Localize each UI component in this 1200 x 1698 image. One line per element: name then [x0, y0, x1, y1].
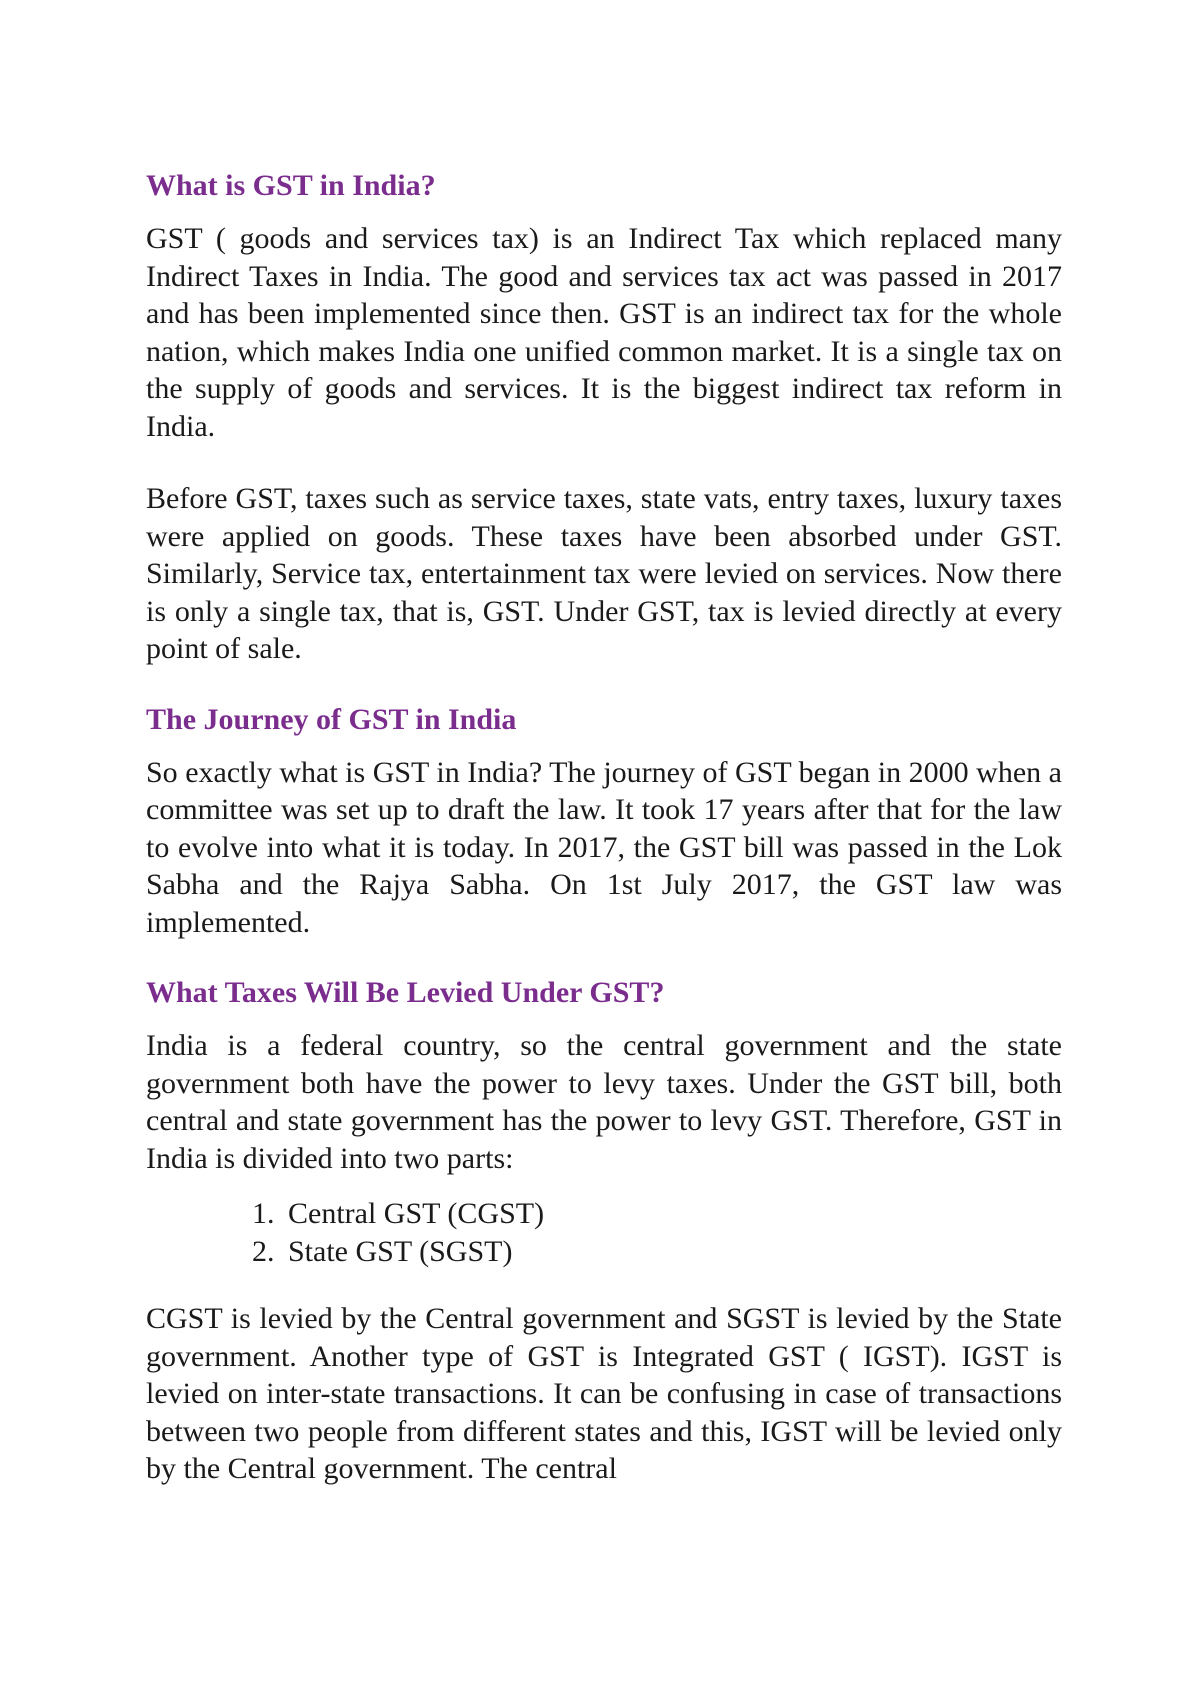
- paragraph-journey: So exactly what is GST in India? The journey of GST began in 2000 when a committee was set up to draft the law. It took 17 years after that for the law to evolve into what it is today. In 2017, the GST bill was passed in the Lok Sabha and the Rajya Sabha. On 1st July 2017, the GST law was implemented.: [146, 755, 1062, 939]
- list-item-number: 2.: [252, 1234, 275, 1268]
- paragraph-before-gst: Before GST, taxes such as service taxes, state vats, entry taxes, luxury taxes were applied on goods. These taxes have been absorbed under GST. Similarly, Service tax, entertainment tax were levied on services. Now there is only a single tax, that is, GST. Under GST, tax is levied directly at every point of sale.: [146, 482, 1062, 665]
- gst-parts-list: [146, 1195, 1062, 1270]
- paragraph-cgst-sgst-igst: CGST is levied by the Central government and SGST is levied by the State government. Another type of GST is Integrated GST ( IGST). IGST is levied on inter-state transactions. It can be confusing in case of transactions between two people from different states and this, IGST will be levied only by the Central government. The central: [146, 1302, 1062, 1485]
- document-page: [146, 168, 1062, 1488]
- section-heading-taxes-levied: What Taxes Will Be Levied Under GST?: [146, 976, 665, 1009]
- list-item-text: Central GST (CGST): [288, 1197, 545, 1230]
- list-item: [252, 1195, 1062, 1233]
- section-heading-what-is-gst: What is GST in India?: [146, 169, 436, 202]
- list-item: [252, 1233, 1062, 1271]
- list-item-text: State GST (SGST): [288, 1234, 513, 1268]
- list-item-number: 1.: [252, 1197, 275, 1230]
- paragraph-federal-country: India is a federal country, so the central government and the state government both have the power to levy taxes. Under the GST bill, both central and state government has the power to levy GST. Therefore, GST in India is divided into two parts:: [146, 1029, 1062, 1175]
- paragraph-gst-definition: GST ( goods and services tax) is an Indirect Tax which replaced many Indirect Taxes in India. The good and services tax act was passed in 2017 and has been implemented since then. GST is an indirect tax for the whole nation, which makes India one unified common market. It is a single tax on the supply of goods and services. It is the biggest indirect tax reform in India.: [146, 222, 1062, 443]
- section-heading-journey: The Journey of GST in India: [146, 702, 517, 736]
